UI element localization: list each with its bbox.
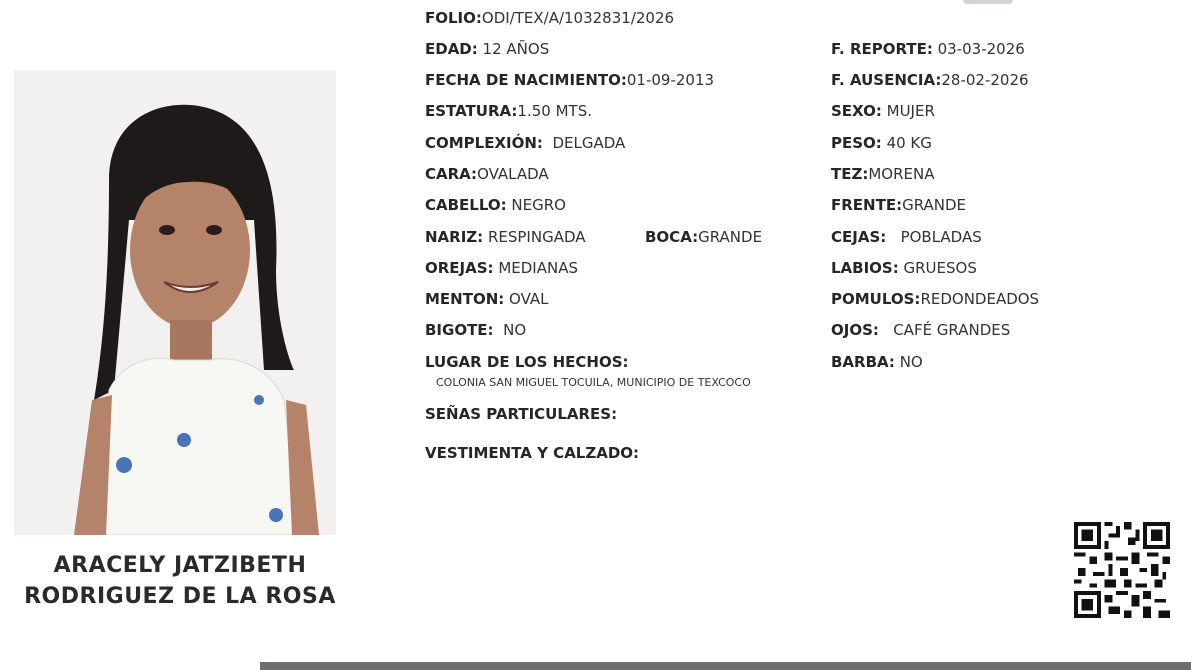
field-ojos: OJOS: CAFÉ GRANDES [831,321,1011,339]
field-fecha-nacimiento: FECHA DE NACIMIENTO:01-09-2013 [425,71,715,89]
field-sexo: SEXO: MUJER [831,102,935,120]
missing-person-photo [14,70,336,535]
field-peso: PESO: 40 KG [831,134,932,152]
field-frente: FRENTE:GRANDE [831,196,967,214]
field-estatura: ESTATURA:1.50 MTS. [425,102,592,120]
field-cara: CARA:OVALADA [425,165,549,183]
field-cejas: CEJAS: POBLADAS [831,228,982,246]
field-labios: LABIOS: GRUESOS [831,259,977,277]
field-cabello: CABELLO: NEGRO [425,196,566,214]
person-name-line1: ARACELY JATZIBETH [53,553,307,578]
field-boca: BOCA:GRANDE [645,228,763,246]
field-menton: MENTON: OVAL [425,290,549,308]
field-nariz: NARIZ: RESPINGADA [425,228,586,246]
lugar-hechos-detalle: COLONIA SAN MIGUEL TOCUILA, MUNICIPIO DE TEXCOCO [436,376,751,389]
qr-code-graphic [1074,522,1170,618]
logo-fragment [963,0,1013,4]
field-complexion: COMPLEXIÓN: DELGADA [425,134,626,152]
field-edad: EDAD: 12 AÑOS [425,40,550,58]
person-name-line2: RODRIGUEZ DE LA ROSA [24,584,336,609]
field-vestimenta-calzado: VESTIMENTA Y CALZADO: [425,444,640,462]
field-fecha-reporte: F. REPORTE: 03-03-2026 [831,40,1025,58]
field-orejas: OREJAS: MEDIANAS [425,259,578,277]
field-fecha-ausencia: F. AUSENCIA:28-02-2026 [831,71,1029,89]
field-tez: TEZ:MORENA [831,165,935,183]
field-folio: FOLIO:ODI/TEX/A/1032831/2026 [425,9,675,27]
field-barba: BARBA: NO [831,353,923,371]
field-senas-particulares: SEÑAS PARTICULARES: [425,405,618,423]
qr-code-icon [1074,522,1170,618]
child-portrait-icon [14,70,336,535]
person-name [0,550,360,612]
field-pomulos: POMULOS:REDONDEADOS [831,290,1040,308]
field-lugar-hechos: LUGAR DE LOS HECHOS: [425,353,629,371]
footer-bar [260,662,1191,670]
field-bigote: BIGOTE: NO [425,321,527,339]
